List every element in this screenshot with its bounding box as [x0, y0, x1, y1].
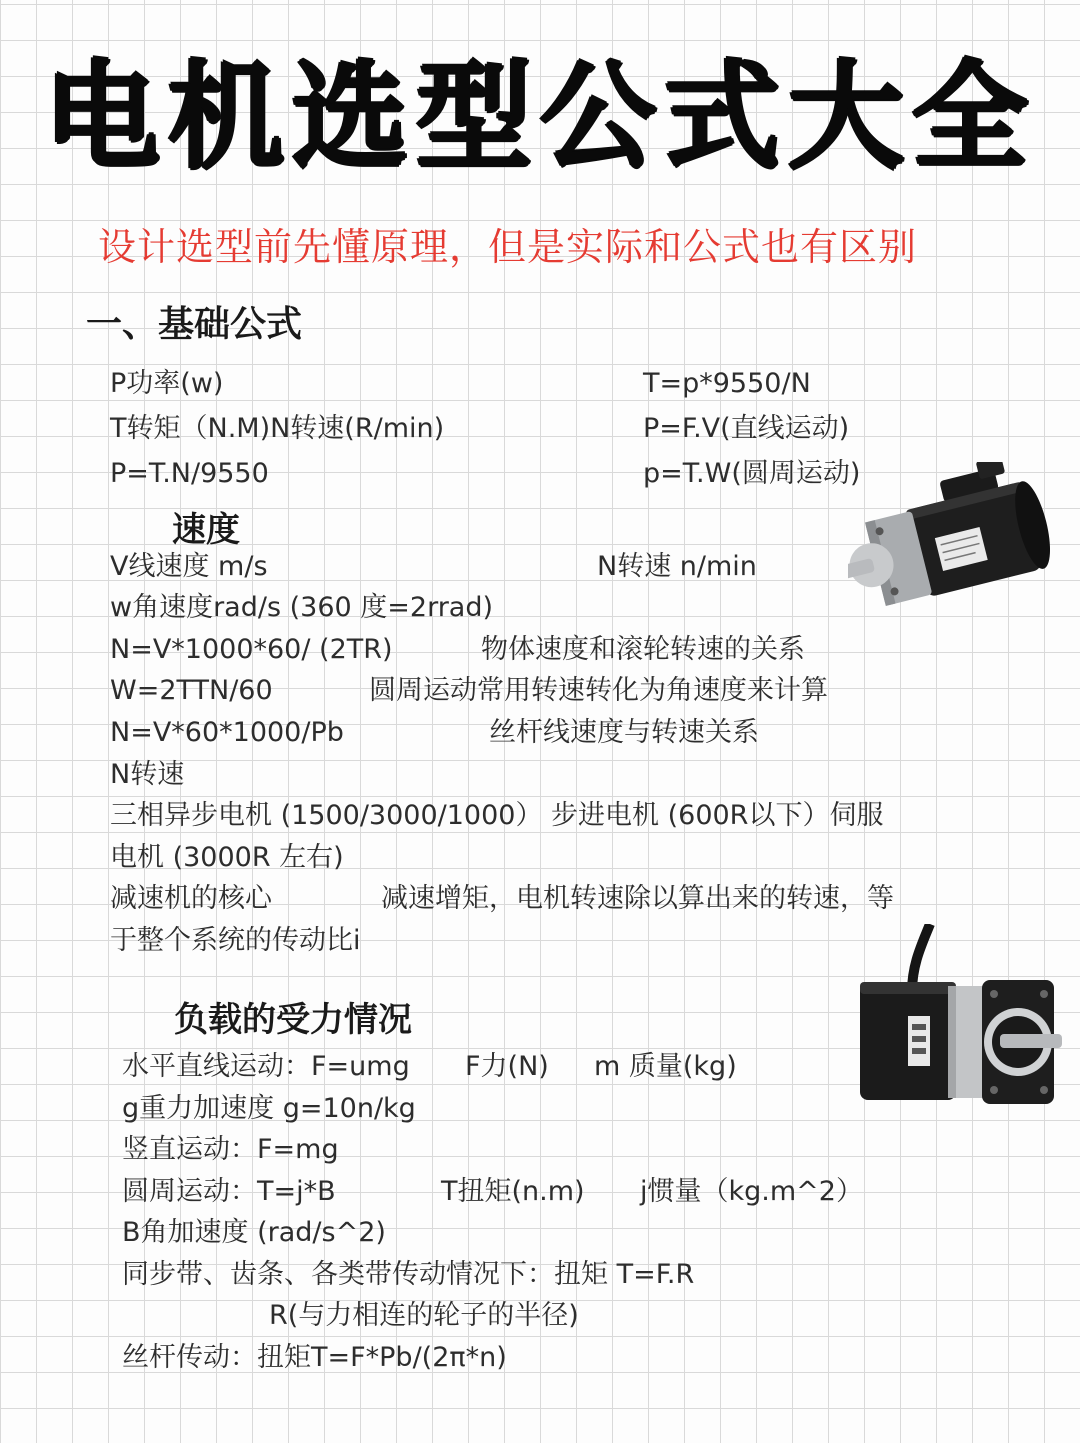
load-angular-accel: B角加速度 (rad/s^2) [122, 1217, 386, 1248]
load-belt-drive: 同步带、齿条、各类带传动情况下：扭矩 T=F.R [122, 1259, 695, 1290]
speed-rpm-label: N转速 [110, 759, 185, 790]
speed-line-rpm: N转速 n/min [597, 551, 757, 582]
formula-linear-power: P=F.V(直线运动) [643, 413, 850, 444]
formula-circular-power: p=T.W(圆周运动) [643, 458, 861, 489]
speed-formula-angular: W=2TTN/60 [110, 675, 273, 706]
formula-torque: T=p*9550/N [643, 368, 811, 399]
formula-power: P功率(w) [110, 368, 224, 399]
load-inertia-unit: j惯量（kg.m^2） [640, 1176, 863, 1207]
stepper-motor-image [852, 924, 1064, 1124]
load-force-unit: F力(N) [465, 1051, 549, 1082]
page-subtitle: 设计选型前先懂原理，但是实际和公式也有区别 [98, 225, 918, 269]
load-mass-unit: m 质量(kg) [594, 1051, 737, 1082]
speed-motor-types: 三相异步电机 (1500/3000/1000） 步进电机 (600R以下）伺服 [110, 800, 884, 831]
load-gravity: g重力加速度 g=10n/kg [122, 1093, 416, 1124]
load-vertical: 竖直运动：F=mg [122, 1134, 339, 1165]
load-circular: 圆周运动：T=j*B [122, 1176, 336, 1207]
speed-note-roller: 物体速度和滚轮转速的关系 [481, 634, 805, 665]
speed-reducer-label: 减速机的核心 [110, 883, 272, 914]
section-basic-formulas-heading: 一、基础公式 [86, 304, 303, 345]
section-speed-heading: 速度 [172, 510, 240, 550]
speed-formula-screw: N=V*60*1000/Pb [110, 717, 344, 748]
load-torque-unit: T扭矩(n.m) [441, 1176, 585, 1207]
formula-power-tn: P=T.N/9550 [110, 458, 269, 489]
page-title: 电机选型公式大全 [44, 50, 1036, 185]
speed-formula-roller: N=V*1000*60/ (2TR) [110, 634, 393, 665]
load-screw-drive: 丝杆传动：扭矩T=F*Pb/(2π*n) [122, 1342, 507, 1373]
load-wheel-radius: R(与力相连的轮子的半径) [269, 1300, 579, 1331]
load-horizontal: 水平直线运动：F=umg [122, 1051, 410, 1082]
formula-torque-speed: T转矩（N.M)N转速(R/min) [110, 413, 445, 444]
speed-reducer-note: 减速增矩，电机转速除以算出来的转速，等 [381, 883, 894, 914]
section-load-heading: 负载的受力情况 [174, 1000, 412, 1040]
speed-reducer-note-cont: 于整个系统的传动比i [110, 925, 361, 956]
speed-note-screw: 丝杆线速度与转速关系 [489, 717, 759, 748]
servo-motor-image [848, 462, 1060, 652]
speed-line-linear: V线速度 m/s [110, 551, 268, 582]
speed-note-angular: 圆周运动常用转速转化为角速度来计算 [369, 675, 828, 706]
speed-line-angular: w角速度rad/s (360 度=2rrad) [110, 592, 494, 623]
speed-motor-types-cont: 电机 (3000R 左右) [110, 842, 344, 873]
